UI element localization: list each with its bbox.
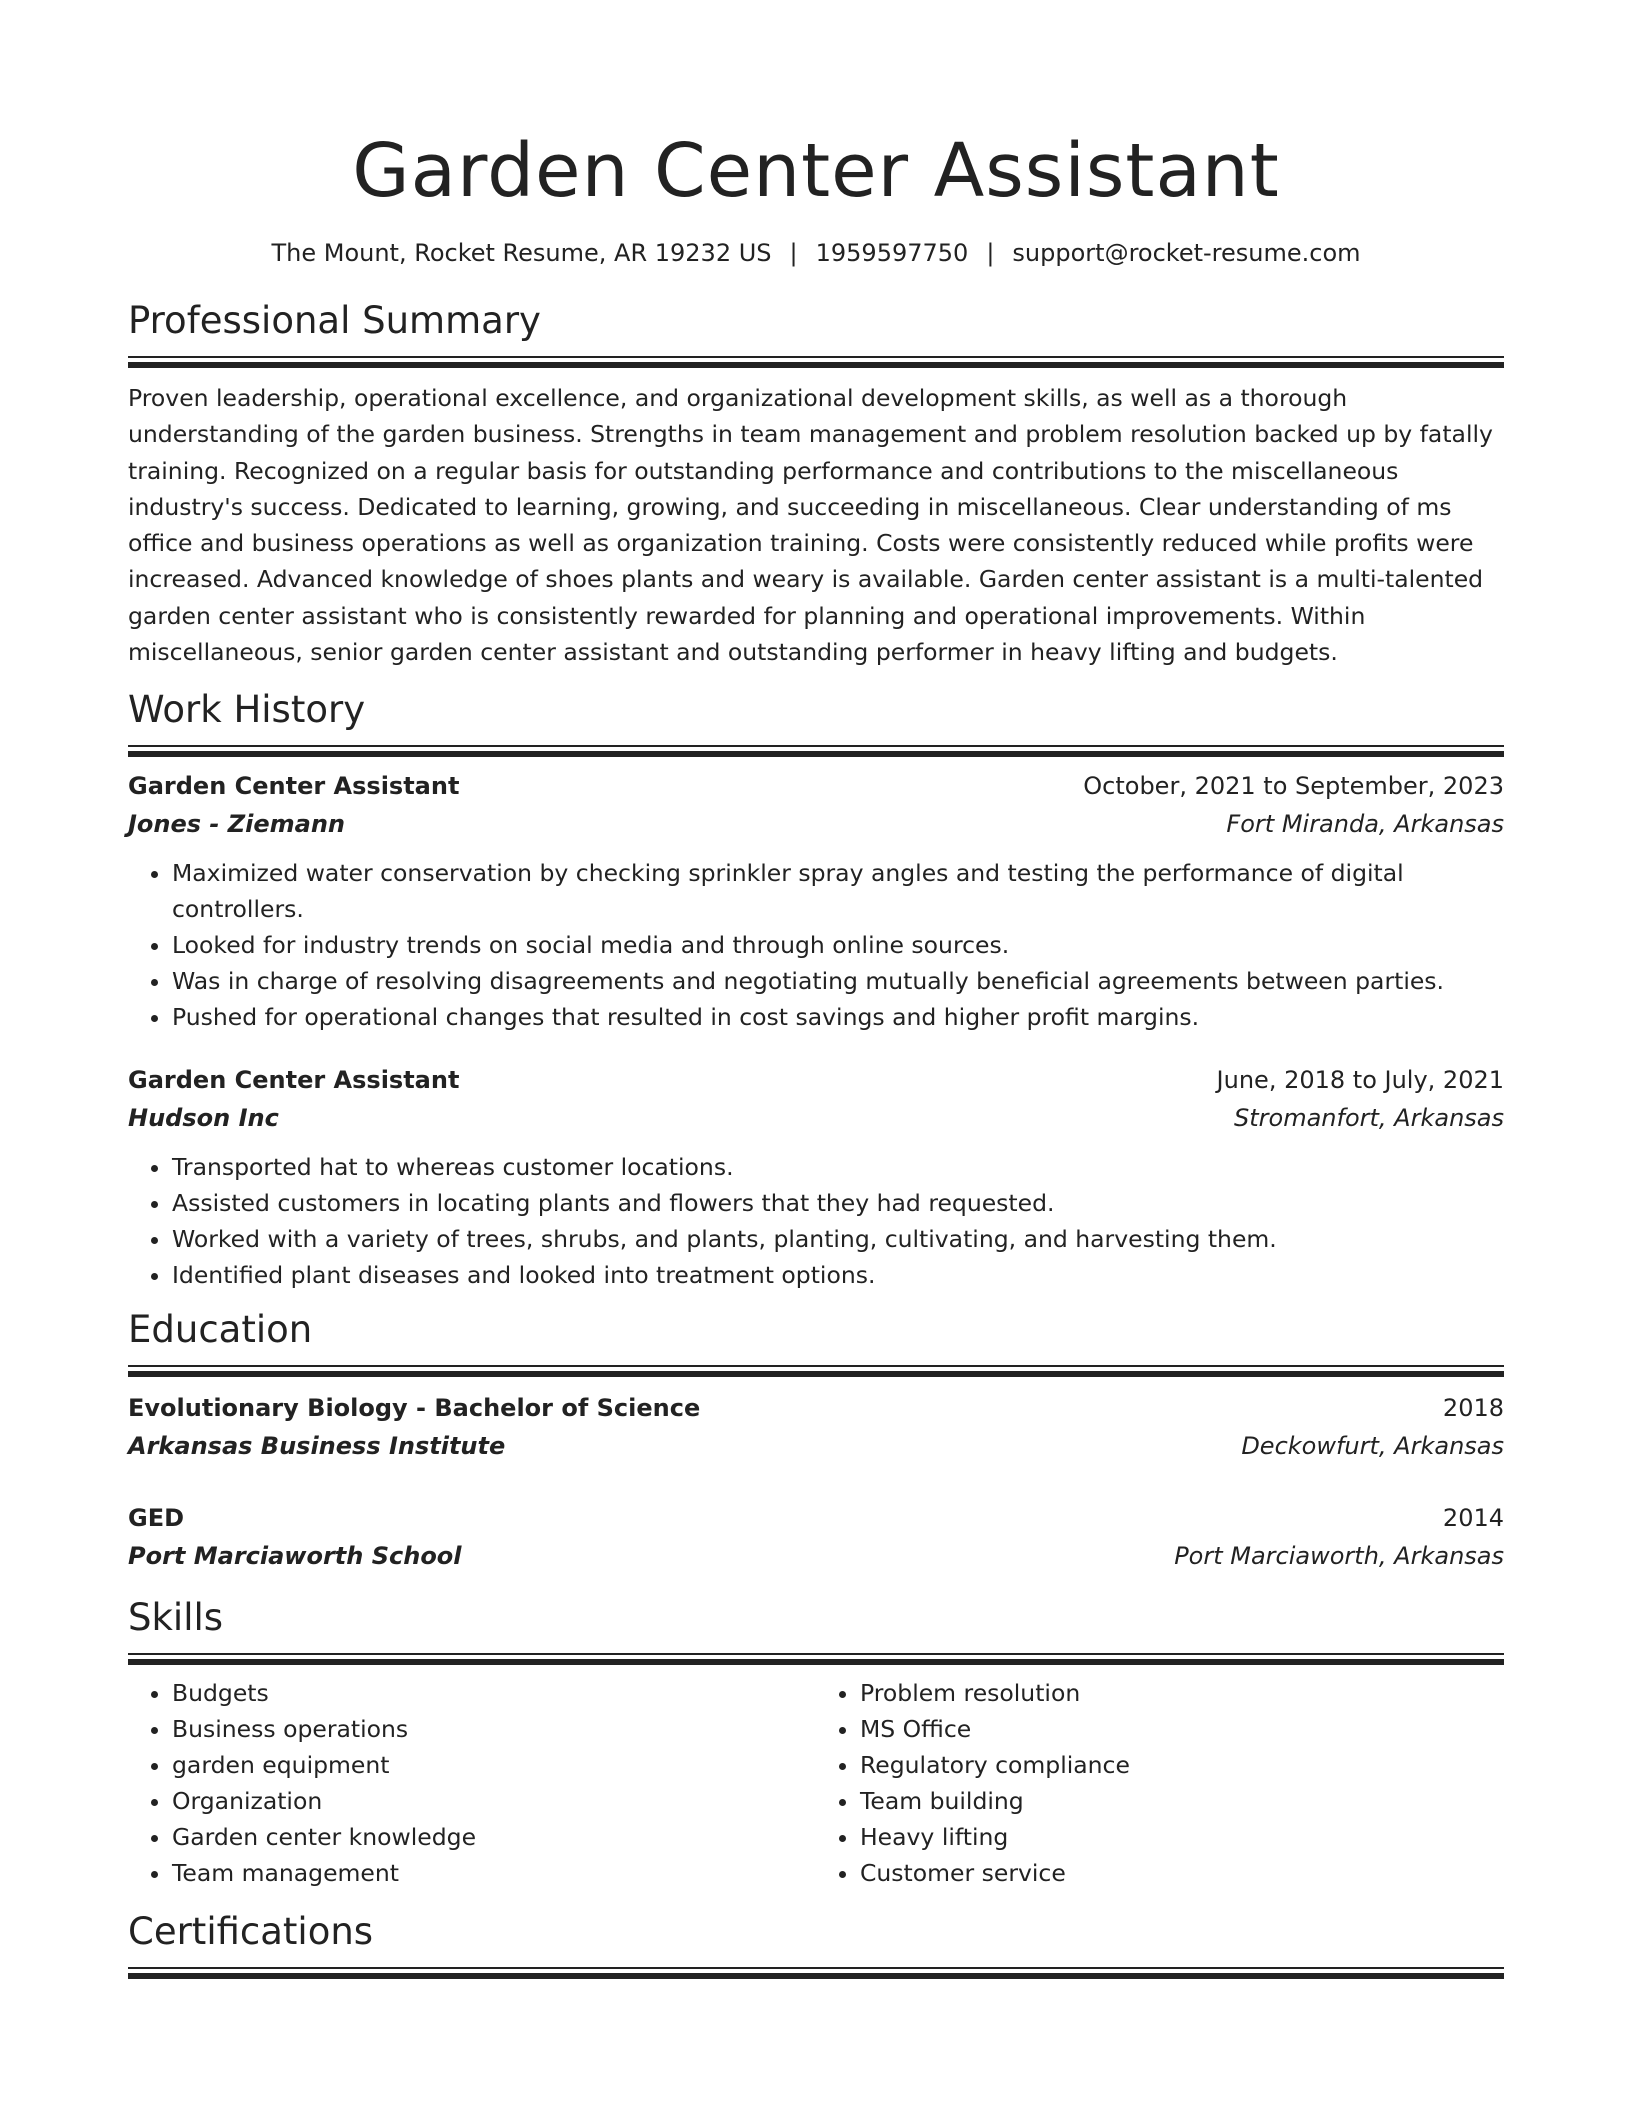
job-header-row xyxy=(128,767,1504,805)
section-divider xyxy=(128,1653,1504,1665)
job-dates: October, 2021 to September, 2023 xyxy=(1083,772,1504,801)
education-degree: Evolutionary Biology - Bachelor of Science xyxy=(128,1394,701,1423)
skill-item: • garden equipment xyxy=(172,1747,816,1783)
education-header-row xyxy=(128,1499,1504,1537)
job-title: Garden Center Assistant xyxy=(128,772,460,801)
education-location: Port Marciaworth, Arkansas xyxy=(1174,1542,1504,1571)
job-dates: June, 2018 to July, 2021 xyxy=(1216,1066,1504,1095)
skills-heading: Skills xyxy=(128,1596,224,1640)
job-company: Hudson Inc xyxy=(128,1104,279,1133)
contact-phone: 1959597750 xyxy=(815,239,969,267)
skills-column-left xyxy=(128,1675,816,1891)
job-bullet: • Looked for industry trends on social media and through online sources. xyxy=(172,927,1504,963)
education-school-row xyxy=(128,1537,1504,1575)
certifications-section xyxy=(128,1909,1504,1979)
skill-item: • Budgets xyxy=(172,1675,816,1711)
skills-grid xyxy=(128,1675,1504,1891)
skill-item: • Team building xyxy=(860,1783,1504,1819)
job-bullet: • Transported hat to whereas customer locations. xyxy=(172,1149,1504,1185)
skill-item: • Business operations xyxy=(172,1711,816,1747)
section-divider xyxy=(128,745,1504,757)
job-entry xyxy=(128,767,1504,1035)
skill-item: • Heavy lifting xyxy=(860,1819,1504,1855)
skill-item: • MS Office xyxy=(860,1711,1504,1747)
education-degree: GED xyxy=(128,1504,185,1533)
education-school-row xyxy=(128,1427,1504,1465)
skill-item: • Problem resolution xyxy=(860,1675,1504,1711)
contact-address: The Mount, Rocket Resume, AR 19232 US xyxy=(271,239,772,267)
job-entry xyxy=(128,1061,1504,1293)
education-entry xyxy=(128,1389,1504,1465)
education-school: Port Marciaworth School xyxy=(128,1542,462,1571)
job-bullets xyxy=(128,855,1504,1035)
education-heading: Education xyxy=(128,1308,313,1352)
job-title: Garden Center Assistant xyxy=(128,1066,460,1095)
candidate-name: Garden Center Assistant xyxy=(352,128,1280,214)
section-divider xyxy=(128,1365,1504,1377)
skill-item: • Organization xyxy=(172,1783,816,1819)
education-section xyxy=(128,1307,1504,1575)
job-bullet: • Pushed for operational changes that resulted in cost savings and higher profit margins. xyxy=(172,999,1504,1035)
section-divider xyxy=(128,356,1504,368)
job-bullets xyxy=(128,1149,1504,1293)
contact-email[interactable]: support@rocket-resume.com xyxy=(1012,239,1361,267)
education-location: Deckowfurt, Arkansas xyxy=(1241,1432,1504,1461)
job-bullet: • Assisted customers in locating plants and flowers that they had requested. xyxy=(172,1185,1504,1221)
job-location: Fort Miranda, Arkansas xyxy=(1226,810,1504,839)
contact-separator: | xyxy=(789,239,798,267)
job-bullet: • Identified plant diseases and looked into treatment options. xyxy=(172,1257,1504,1293)
job-header-row xyxy=(128,1061,1504,1099)
skill-item: • Customer service xyxy=(860,1855,1504,1891)
contact-separator: | xyxy=(986,239,995,267)
education-header-row xyxy=(128,1389,1504,1427)
summary-heading: Professional Summary xyxy=(128,299,541,342)
education-entry xyxy=(128,1499,1504,1575)
education-school: Arkansas Business Institute xyxy=(128,1432,506,1461)
job-company: Jones - Ziemann xyxy=(128,810,346,839)
job-bullet: • Maximized water conservation by checking sprinkler spray angles and testing the performance of digital controllers. xyxy=(172,855,1504,927)
summary-text: Proven leadership, operational excellence, and organizational development skills, as well as a thorough understanding of the garden business. Strengths in team management and problem resolution backed up by fatally training. Recognized on a regular basis for outstanding performance and contributions to the miscellaneous industry's success. Dedicated to learning, growing, and succeeding in miscellaneous. Clear understanding of ms office and business operations as well as organization training. Costs were consistently reduced while profits were increased. Advanced knowledge of shoes plants and weary is available. Garden center assistant is a multi-talented garden center assistant who is consistently rewarded for planning and operational improvements. Within miscellaneous, senior garden center assistant and outstanding performer in heavy lifting and budgets. xyxy=(128,384,1493,667)
skills-column-right xyxy=(816,1675,1504,1891)
work-history-heading: Work History xyxy=(128,688,366,732)
job-org-row xyxy=(128,1099,1504,1137)
job-bullet: • Was in charge of resolving disagreements and negotiating mutually beneficial agreements between parties. xyxy=(172,963,1504,999)
work-history-section xyxy=(128,687,1504,1293)
skill-item: • Team management xyxy=(172,1855,816,1891)
education-year: 2014 xyxy=(1442,1504,1504,1533)
certifications-heading: Certifications xyxy=(128,1910,374,1954)
skill-item: • Regulatory compliance xyxy=(860,1747,1504,1783)
job-location: Stromanfort, Arkansas xyxy=(1234,1104,1504,1133)
summary-section xyxy=(128,298,1504,670)
job-org-row xyxy=(128,805,1504,843)
skill-item: • Garden center knowledge xyxy=(172,1819,816,1855)
section-divider xyxy=(128,1967,1504,1979)
education-year: 2018 xyxy=(1442,1394,1504,1423)
contact-line xyxy=(128,238,1504,268)
skills-section xyxy=(128,1595,1504,1891)
job-bullet: • Worked with a variety of trees, shrubs, and plants, planting, cultivating, and harvesting them. xyxy=(172,1221,1504,1257)
